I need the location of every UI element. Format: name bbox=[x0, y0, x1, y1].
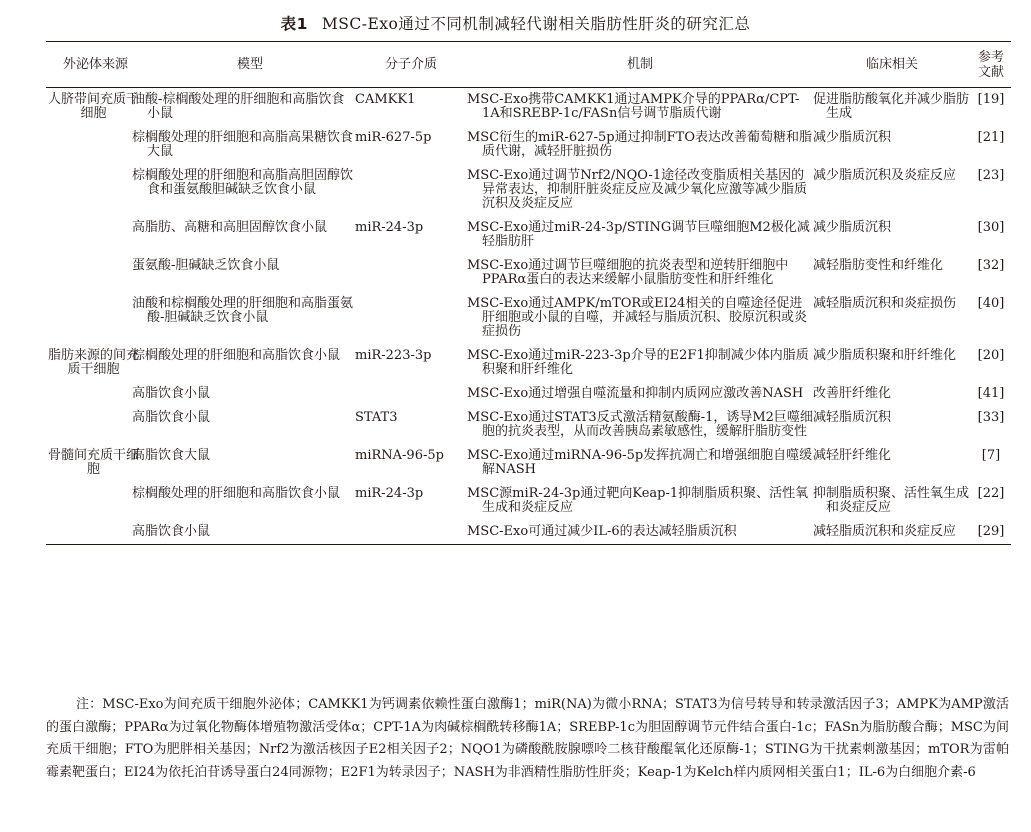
mediator-cell: CAMKK1 bbox=[355, 92, 416, 107]
mechanism-cell: MSC-Exo携带CAMKK1通过AMPK介导的PPARα/CPT-1A和SREBP-1c/FASn信号调节脂质代谢 bbox=[467, 92, 800, 121]
mechanism-cell: MSC-Exo通过miRNA-96-5p发挥抗凋亡和增强细胞自噬缓解NASH bbox=[467, 448, 813, 477]
source-cell: 人脐带间充质干细胞 bbox=[48, 92, 140, 121]
mediator-cell bbox=[355, 164, 467, 216]
mediator-cell: miRNA-96-5p bbox=[355, 448, 444, 463]
header-mediator: 分子介质 bbox=[384, 56, 437, 72]
mechanism-cell: MSC源miR-24-3p通过靶向Keap-1抑制脂质积聚、活性氧生成和炎症反应 bbox=[467, 486, 809, 515]
source-cell: 骨髓间充质干细胞 bbox=[48, 448, 140, 477]
table-row bbox=[46, 126, 1011, 164]
clinical-cell: 抑制脂质积聚、活性氧生成和炎症反应 bbox=[813, 486, 970, 515]
model-cell: 油酸-棕榈酸处理的肝细胞和高脂饮食小鼠 bbox=[132, 92, 345, 121]
table-row bbox=[46, 344, 1011, 382]
table-row bbox=[46, 216, 1011, 254]
clinical-cell: 减轻肝纤维化 bbox=[813, 448, 892, 463]
header-mechanism: 机制 bbox=[626, 56, 653, 72]
reference-cell: [30] bbox=[977, 220, 1005, 235]
reference-cell: [21] bbox=[977, 130, 1005, 145]
model-cell: 棕榈酸处理的肝细胞和高脂饮食小鼠 bbox=[132, 348, 341, 363]
table-row bbox=[46, 292, 1011, 344]
clinical-cell: 减轻脂质沉积 bbox=[813, 410, 892, 425]
mediator-cell bbox=[355, 382, 467, 406]
mechanism-cell: MSC-Exo通过调节Nrf2/NQO-1途径改变脂质相关基因的异常表达，抑制肝脏炎症反应及减少氧化应激等减少脂质沉积及炎症反应 bbox=[467, 168, 808, 211]
table-row bbox=[46, 482, 1011, 520]
mechanism-cell: MSC-Exo通过STAT3反式激活精氨酸酶-1，诱导M2巨噬细胞的抗炎表型，从而改善胰岛素敏感性，缓解肝脂肪变性 bbox=[467, 410, 813, 439]
research-summary-table bbox=[46, 41, 1011, 545]
mechanism-cell: MSC衍生的miR-627-5p通过抑制FTO表达改善葡萄糖和脂质代谢，减轻肝脏损伤 bbox=[467, 130, 812, 159]
table-footnote: 注：MSC-Exo为间充质干细胞外泌体；CAMKK1为钙调素依赖性蛋白激酶1；miR(NA)为微小RNA；STAT3为信号转导和转录激活因子3；AMPK为AMP激活的蛋白激酶；PPARα为过氧化物酶体增殖物激活受体α；CPT-1A为肉碱棕榈酰转移酶1A；SREBP-1c为胆固醇调节元件结合蛋白-1c；FASn为脂肪酸合酶；MSC为间充质干细胞；FTO为肥胖相关基因；Nrf2为激活核因子E2相关因子2；NQO1为磷酸酰胺腺嘌呤二核苷酸醌氧化还原酶-1；STING为干扰素刺激基因；mTOR为雷帕霉素靶蛋白；EI24为依托泊苷诱导蛋白24同源物；E2F1为转录因子；NASH为非酒精性脂肪性肝炎；Keap-1为Kelch样内质网相关蛋白1；IL-6为白细胞介素-6 bbox=[46, 697, 1009, 780]
table-row bbox=[46, 88, 1011, 127]
table-row bbox=[46, 254, 1011, 292]
clinical-cell: 促进脂肪酸氧化并减少脂肪生成 bbox=[813, 92, 970, 121]
reference-cell: [29] bbox=[977, 524, 1005, 539]
table-row bbox=[46, 444, 1011, 482]
reference-cell: [32] bbox=[977, 258, 1005, 273]
mechanism-cell: MSC-Exo通过miR-223-3p介导的E2F1抑制减少体内脂质积聚和肝纤维化 bbox=[467, 348, 809, 377]
table-row bbox=[46, 520, 1011, 545]
model-cell: 高脂肪、高糖和高胆固醇饮食小鼠 bbox=[132, 220, 328, 235]
header-source: 外泌体来源 bbox=[62, 56, 128, 72]
clinical-cell: 改善肝纤维化 bbox=[813, 386, 892, 401]
mechanism-cell: MSC-Exo通过调节巨噬细胞的抗炎表型和逆转肝细胞中PPARα蛋白的表达来缓解小鼠脂肪变性和肝纤维化 bbox=[467, 258, 789, 287]
header-reference: 参考文献 bbox=[977, 49, 1004, 80]
model-cell: 高脂饮食小鼠 bbox=[132, 410, 211, 425]
mediator-cell: STAT3 bbox=[355, 410, 398, 425]
header-model: 模型 bbox=[236, 56, 263, 72]
mediator-cell bbox=[355, 292, 467, 344]
reference-cell: [23] bbox=[977, 168, 1005, 183]
header-clinical: 临床相关 bbox=[865, 56, 918, 72]
mediator-cell: miR-24-3p bbox=[355, 486, 424, 501]
mechanism-cell: MSC-Exo通过AMPK/mTOR或EI24相关的自噬途径促进肝细胞或小鼠的自噬，并减轻与脂质沉积、胶原沉积或炎症损伤 bbox=[467, 296, 808, 339]
mediator-cell bbox=[355, 520, 467, 545]
clinical-cell: 减轻脂质沉积和炎症损伤 bbox=[813, 296, 957, 311]
model-cell: 高脂饮食大鼠 bbox=[132, 448, 211, 463]
table-title bbox=[0, 12, 1031, 34]
reference-cell: [20] bbox=[977, 348, 1005, 363]
clinical-cell: 减轻脂质沉积和炎症反应 bbox=[813, 524, 957, 539]
clinical-cell: 减轻脂肪变性和纤维化 bbox=[813, 258, 944, 273]
table-row bbox=[46, 382, 1011, 406]
clinical-cell: 减少脂质沉积及炎症反应 bbox=[813, 168, 957, 183]
reference-cell: [40] bbox=[977, 296, 1005, 311]
reference-cell: [33] bbox=[977, 410, 1005, 425]
source-cell: 脂肪来源的间充质干细胞 bbox=[48, 348, 140, 377]
mechanism-cell: MSC-Exo可通过减少IL-6的表达减轻脂质沉积 bbox=[467, 524, 737, 539]
clinical-cell: 减少脂质沉积 bbox=[813, 220, 892, 235]
reference-cell: [7] bbox=[981, 448, 1001, 463]
model-cell: 高脂饮食小鼠 bbox=[132, 524, 211, 539]
table-caption: MSC-Exo通过不同机制减轻代谢相关脂肪性肝炎的研究汇总 bbox=[321, 15, 751, 33]
table-header-row bbox=[46, 42, 1011, 88]
model-cell: 棕榈酸处理的肝细胞和高脂饮食小鼠 bbox=[132, 486, 341, 501]
table-number: 表1 bbox=[280, 15, 308, 33]
reference-cell: [22] bbox=[977, 486, 1005, 501]
model-cell: 蛋氨酸-胆碱缺乏饮食小鼠 bbox=[132, 258, 280, 273]
table-row bbox=[46, 406, 1011, 444]
model-cell: 油酸和棕榈酸处理的肝细胞和高脂蛋氨酸-胆碱缺乏饮食小鼠 bbox=[132, 296, 354, 325]
clinical-cell: 减少脂质积聚和肝纤维化 bbox=[813, 348, 957, 363]
mechanism-cell: MSC-Exo通过miR-24-3p/STING调节巨噬细胞M2极化减轻脂肪肝 bbox=[467, 220, 810, 249]
table-row bbox=[46, 164, 1011, 216]
model-cell: 高脂饮食小鼠 bbox=[132, 386, 211, 401]
clinical-cell: 减少脂质沉积 bbox=[813, 130, 892, 145]
mediator-cell: miR-24-3p bbox=[355, 220, 424, 235]
mechanism-cell: MSC-Exo通过增强自噬流量和抑制内质网应激改善NASH bbox=[467, 386, 804, 401]
model-cell: 棕榈酸处理的肝细胞和高脂高胆固醇饮食和蛋氨酸胆碱缺乏饮食小鼠 bbox=[132, 168, 354, 197]
mediator-cell: miR-223-3p bbox=[355, 348, 432, 363]
reference-cell: [41] bbox=[977, 386, 1005, 401]
model-cell: 棕榈酸处理的肝细胞和高脂高果糖饮食大鼠 bbox=[132, 130, 354, 159]
reference-cell: [19] bbox=[977, 92, 1005, 107]
mediator-cell bbox=[355, 254, 467, 292]
mediator-cell: miR-627-5p bbox=[355, 130, 432, 145]
